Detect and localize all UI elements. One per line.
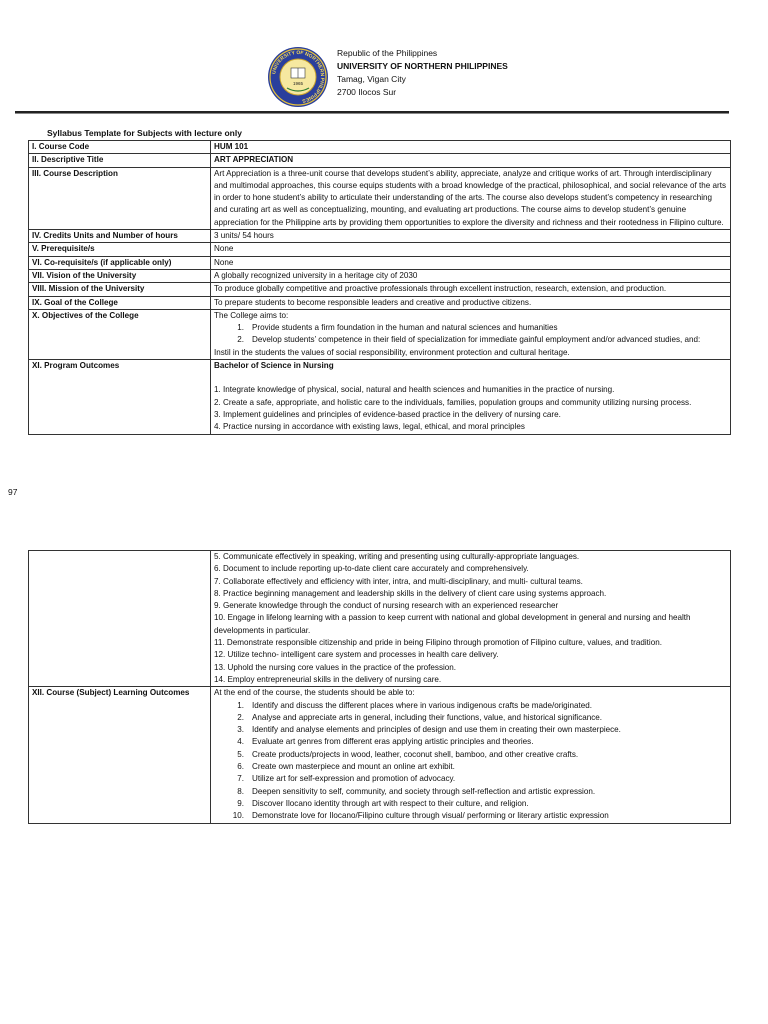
list-item (214, 736, 727, 748)
list-number: 1. (237, 700, 244, 710)
list-text: Demonstrate love for Ilocano/Filipino culture through visual/ performing or literary artistic expression (252, 811, 609, 821)
list-number: 9. (237, 798, 244, 808)
list-item (214, 700, 727, 712)
list-item: 13. Uphold the nursing core values in the practice of the profession. (214, 662, 457, 672)
seal-ring-text: UNIVERSITY OF NORTHERN PHILIPPINES (271, 49, 326, 104)
row-objectives (29, 309, 731, 359)
row-descriptive-title (29, 154, 731, 167)
row-corequisite (29, 256, 731, 269)
letterhead-address-city: Tamag, Vigan City (337, 74, 406, 84)
list-item (214, 798, 727, 810)
program-name: Bachelor of Science in Nursing (214, 361, 334, 371)
letterhead (337, 47, 508, 99)
list-item: 2. Create a safe, appropriate, and holistic care to the individuals, families, population groups and community utilizing nursing process. (214, 397, 692, 407)
learning-outcomes-list (214, 700, 727, 823)
list-text: Evaluate art genres from different eras applying artistic principles and theories. (252, 737, 534, 747)
list-text: Analyse and appreciate arts in general, including their functions, value, and historical significance. (252, 712, 603, 722)
row-credits (29, 230, 731, 243)
list-text: Deepen sensitivity to self, community, and society through self-reflection and artistic expression. (252, 786, 596, 796)
list-text: Discover Ilocano identity through art with respect to their culture, and religion. (252, 798, 529, 808)
list-item (214, 712, 727, 724)
list-text: Identify and discuss the different places where in various indigenous crafts be made/originated. (252, 700, 592, 710)
list-number: 1. (237, 323, 244, 333)
list-item: 10. Engage in lifelong learning with a passion to keep current with national and global development in general and nursing and health developments in particular. (214, 613, 691, 635)
row-label-empty (29, 551, 211, 687)
list-item (214, 322, 727, 334)
page-number: 97 (8, 487, 18, 497)
row-mission (29, 283, 731, 296)
list-text: Identify and analyse elements and principles of design and use them in creating their own masterpiece. (252, 725, 621, 735)
program-outcomes-value (211, 360, 731, 434)
list-item (214, 773, 727, 785)
header-divider (15, 111, 729, 113)
list-text: Create own masterpiece and mount an online art exhibit. (252, 762, 455, 772)
row-label: VIII. Mission of the University (29, 283, 211, 296)
list-number: 3. (237, 725, 244, 735)
learning-outcomes-value (211, 687, 731, 823)
course-code-value: HUM 101 (211, 141, 731, 154)
list-number: 2. (237, 712, 244, 722)
vision-value: A globally recognized university in a heritage city of 2030 (211, 269, 731, 282)
letterhead-address-province: 2700 Ilocos Sur (337, 87, 397, 97)
list-item: 14. Employ entrepreneurial skills in the delivery of nursing care. (214, 674, 442, 684)
row-label: V. Prerequisite/s (29, 243, 211, 256)
list-text: Utilize art for self-expression and promotion of advocacy. (252, 774, 456, 784)
letterhead-republic: Republic of the Philippines (337, 48, 438, 58)
list-item: 3. Implement guidelines and principles of evidence-based practice in the delivery of nursing care. (214, 409, 561, 419)
row-label: VII. Vision of the University (29, 269, 211, 282)
objectives-list (214, 322, 727, 347)
row-learning-outcomes (29, 687, 731, 823)
row-label: VI. Co-requisite/s (if applicable only) (29, 256, 211, 269)
program-outcomes-continued-value (211, 551, 731, 687)
list-item: 7. Collaborate effectively and efficiency with inter, intra, and multi-disciplinary, and multi- cultural teams. (214, 576, 583, 586)
template-title: Syllabus Template for Subjects with lecture only (47, 128, 242, 138)
list-number: 7. (237, 774, 244, 784)
list-item (214, 749, 727, 761)
row-label: II. Descriptive Title (29, 154, 211, 167)
list-number: 8. (237, 786, 244, 796)
list-number: 2. (237, 335, 244, 345)
list-item (214, 334, 727, 346)
list-item (214, 724, 727, 736)
row-goal (29, 296, 731, 309)
row-label: IX. Goal of the College (29, 296, 211, 309)
list-item: 1. Integrate knowledge of physical, social, natural and health sciences and humanities in the practice of nursing. (214, 385, 615, 395)
objectives-value (211, 309, 731, 359)
prerequisite-value: None (211, 243, 731, 256)
mission-value: To produce globally competitive and proactive professionals through excellent instruction, research, extension, and production. (211, 283, 731, 296)
row-label: IV. Credits Units and Number of hours (29, 230, 211, 243)
list-number: 4. (237, 737, 244, 747)
row-course-code (29, 141, 731, 154)
list-number: 5. (237, 749, 244, 759)
list-item (214, 810, 727, 822)
list-item: 9. Generate knowledge through the conduct of nursing research with an experienced researcher (214, 601, 559, 611)
list-item (214, 761, 727, 773)
corequisite-value: None (211, 256, 731, 269)
list-item: 12. Utilize techno- intelligent care system and processes in health care delivery. (214, 650, 499, 660)
list-number: 6. (237, 762, 244, 772)
row-label: I. Course Code (29, 141, 211, 154)
seal-year: 1965 (292, 81, 304, 86)
row-program-outcomes (29, 360, 731, 434)
syllabus-table-page2 (28, 550, 731, 824)
row-label: III. Course Description (29, 167, 211, 229)
list-item: 6. Document to include reporting up-to-date client care accurately and comprehensively. (214, 564, 529, 574)
row-label: XII. Course (Subject) Learning Outcomes (29, 687, 211, 823)
goal-value: To prepare students to become responsible leaders and creative and productive citizens. (211, 296, 731, 309)
objectives-closing: Instil in the students the values of social responsibility, environment protection and cultural heritage. (214, 347, 570, 357)
letterhead-university: UNIVERSITY OF NORTHERN PHILIPPINES (337, 61, 508, 71)
list-item: 11. Demonstrate responsible citizenship and pride in being Filipino through promotion of Filipino culture, values, and tradition. (214, 638, 662, 648)
course-description-value: Art Appreciation is a three-unit course that develops student’s ability, appreciate, analyze and critique works of art. Through interdisciplinary and multimodal approaches, this course equips students with a broad knowledge of the practical, philosophical, and social relevance of the arts in order to hone student’s ability to articulate their understanding of the arts. The course also develops student’s competency in researching and curating art as well as conceptualizing, mounting, and evaluating art productions. The course aims to develop student’s genuine appreciation for the Philippine arts by providing them opportunities to explore the diversity and richness and their rootedness in Filipino culture. (211, 167, 731, 229)
credits-value: 3 units/ 54 hours (211, 230, 731, 243)
row-label: X. Objectives of the College (29, 309, 211, 359)
list-text: Develop students’ competence in their field of specialization for immediate gainful employment and/or advanced studies, and: (252, 335, 701, 345)
list-text: Provide students a firm foundation in the human and natural sciences and humanities (252, 323, 558, 333)
row-prerequisite (29, 243, 731, 256)
list-text: Create products/projects in wood, leather, coconut shell, bamboo, and other creative crafts. (252, 749, 579, 759)
list-item: 8. Practice beginning management and leadership skills in the delivery of client care using systems approach. (214, 588, 607, 598)
list-item: 5. Communicate effectively in speaking, writing and presenting using culturally-appropriate languages. (214, 552, 580, 561)
row-vision (29, 269, 731, 282)
row-course-description (29, 167, 731, 229)
list-number: 10. (232, 811, 244, 821)
row-label: XI. Program Outcomes (29, 360, 211, 434)
descriptive-title-value: ART APPRECIATION (211, 154, 731, 167)
list-item: 4. Practice nursing in accordance with existing laws, legal, ethical, and moral principles (214, 422, 525, 432)
row-program-outcomes-continued (29, 551, 731, 687)
university-seal-logo (267, 46, 329, 108)
objectives-intro: The College aims to: (214, 310, 289, 320)
syllabus-table-page1 (28, 140, 731, 435)
list-item (214, 786, 727, 798)
learning-outcomes-intro: At the end of the course, the students should be able to: (214, 688, 415, 698)
